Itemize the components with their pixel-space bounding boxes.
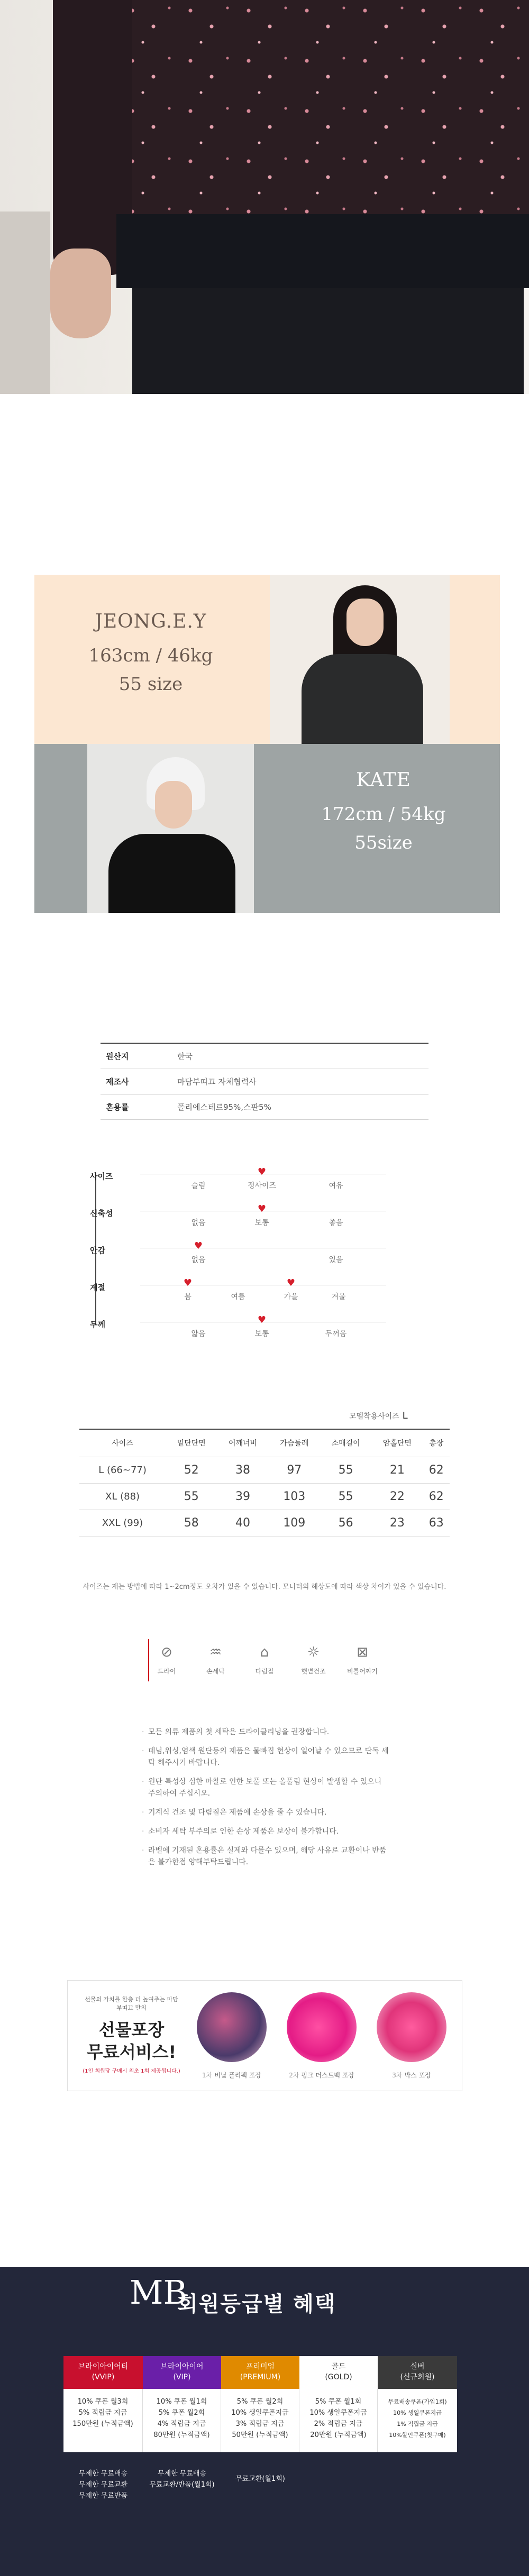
tier-benefits [63,2389,143,2452]
rating-label: 사이즈 [90,1172,113,1181]
care-label: 다림질 [255,1668,274,1675]
size-cell: XXL (99) [79,1510,166,1536]
size-cell: 109 [269,1510,320,1536]
rating-row-season [90,1277,386,1318]
model-name: JEONG.E.Y [95,611,207,632]
size-cell: 39 [217,1483,268,1510]
rating-option: 보통 [254,1330,269,1338]
tier-benefits [143,2389,221,2452]
tier-vvip [63,2356,143,2389]
model-name: KATE [356,769,411,791]
size-header: 사이즈 [79,1429,166,1457]
tier-extra [63,2468,143,2501]
rating-label: 두께 [90,1320,105,1329]
rating-option: 가을 [284,1293,298,1301]
tier-grade: (신규회원) [400,2373,435,2381]
rating-row-stretch [90,1203,386,1244]
sun-dry-icon: ☼ [307,1644,320,1660]
gift-option-label [369,2071,454,2080]
list-item: · 원단 특성상 심한 마찰로 인한 보풀 또는 올풀림 현상이 발생할 수 있으니 주의하여 주십시오. [142,1776,390,1799]
gift-option-num: 3차 [392,2072,403,2079]
membership-section [0,2267,529,2576]
list-item: · 데님,워싱,염색 원단등의 제품은 물빠짐 현상이 일어날 수 있으므로 단독 세탁 해주시기 바랍니다. [142,1745,390,1769]
size-cell: 40 [217,1510,268,1536]
rating-option: 없음 [191,1256,206,1264]
size-table [79,1429,450,1537]
benefit-line: 10% 생일쿠폰지급 [393,2409,442,2416]
table-row [79,1457,450,1483]
info-value: 한국 [177,1052,193,1061]
table-row [79,1510,450,1536]
benefit-line: 5% 쿠폰 월2회 [236,2398,284,2406]
benefit-line: 5% 쿠폰 월1회 [315,2398,362,2406]
benefit-line: 2% 적립금 지급 [314,2420,363,2428]
gift-option [189,1992,274,2080]
model-info [34,611,267,695]
tier-benefits [378,2389,457,2452]
gift-small-text: 선물의 가치를 한층 더 높여주는 마담부띠끄 만의 [85,1996,178,2011]
model-size: 55 size [118,674,183,695]
floral-blouse [63,0,529,222]
extra-line: 무제한 무료반품 [78,2492,128,2500]
tier-name: 브라이아이어티 [78,2362,129,2371]
care-icons [148,1644,381,1676]
benefit-line: 무료배송쿠폰(가입1회) [388,2398,447,2405]
list-item: · 모든 의류 제품의 첫 세탁은 드라이클리닝을 권장합니다. [142,1726,390,1738]
size-header: 가슴둘레 [269,1429,320,1457]
tier-grade: (VIP) [173,2373,191,2381]
size-cell: 63 [423,1510,450,1536]
gift-option [369,1992,454,2080]
gift-option-image [197,1992,267,2062]
rating-label: 계절 [90,1283,105,1292]
benefit-line: 50만원 (누적금액) [232,2431,288,2439]
care-notes [142,1726,390,1875]
extra-line: 무료교환(월1회) [235,2475,285,2483]
tier-grade: (VVIP) [92,2373,115,2381]
size-cell: 55 [320,1483,371,1510]
benefit-line: 10% 쿠폰 월1회 [156,2398,207,2406]
rating-label: 신축성 [90,1209,113,1218]
rating-option: 여름 [231,1293,245,1301]
list-item: · 소비자 세탁 부주의로 인한 손상 제품은 보상이 불가합니다. [142,1826,390,1837]
size-header: 소매길이 [320,1429,371,1457]
benefit-line: 5% 쿠폰 월2회 [158,2409,205,2417]
rating-option: 정사이즈 [247,1182,277,1190]
tier-extra [221,2473,299,2485]
heart-icon: ♥ [286,1277,296,1289]
care-item [295,1644,332,1676]
gift-option [279,1992,364,2080]
size-cell: 23 [371,1510,423,1536]
info-row [101,1094,428,1120]
rating-option: 슬림 [191,1182,206,1190]
care-label: 비틀어짜기 [347,1668,378,1675]
size-table-header [79,1429,450,1457]
size-caption [349,1410,408,1421]
size-caption-value: L [402,1410,408,1421]
gift-sub-text: (1인 회원당 구매시 최초 1회 제공됩니다.) [83,2068,180,2074]
size-cell: 62 [423,1457,450,1483]
product-hero-photo [0,0,529,394]
care-label: 드라이 [157,1668,176,1675]
rating-option: 있음 [329,1256,343,1264]
care-item [148,1644,185,1676]
gift-option-text: 박스 포장 [404,2072,431,2079]
list-item: · 라벨에 기재된 혼용률은 실제와 다를수 있으며, 해당 사유로 교환이나 반품은 불가한점 양해부탁드립니다. [142,1845,390,1868]
info-label: 혼용률 [106,1102,129,1112]
size-note: 사이즈는 재는 방법에 따라 1~2cm정도 오차가 있을 수 있습니다. 모니터의 해상도에 따라 색상 차이가 있을 수 있습니다. [83,1583,446,1591]
no-wring-icon: ⊠ [357,1644,368,1660]
care-item [197,1644,234,1676]
gift-option-label [279,2071,364,2080]
brand-logo: MB [130,2273,188,2312]
size-header: 어깨너비 [217,1429,268,1457]
size-header: 밑단단면 [166,1429,217,1457]
size-cell: 97 [269,1457,320,1483]
benefit-line: 3% 적립금 지급 [235,2420,285,2428]
rating-option: 좋음 [329,1219,343,1227]
tier-benefits [221,2389,299,2452]
benefit-line: 10% 생일쿠폰지급 [309,2409,367,2417]
benefit-line: 10% 생일쿠폰지급 [231,2409,289,2417]
model-stats: 172cm / 54kg [321,804,446,825]
tier-name: 골드 [331,2362,346,2371]
heart-icon: ♥ [183,1277,193,1289]
gift-option-image [377,1992,446,2062]
gift-option-num: 2차 [289,2072,299,2079]
tier-gold [299,2356,378,2389]
size-cell: 52 [166,1457,217,1483]
gift-option-image [287,1992,357,2062]
gift-option-text: 핑크 더스트백 포장 [301,2072,354,2079]
extra-line: 무제한 무료배송 [157,2470,207,2478]
rating-row-lining [90,1240,386,1281]
rating-option: 두꺼움 [325,1330,347,1338]
rating-option: 얇음 [191,1330,206,1338]
info-row [101,1069,428,1094]
gift-option-label [189,2071,274,2080]
size-cell: XL (88) [79,1483,166,1510]
model-photo [87,744,254,913]
size-cell: L (66~77) [79,1457,166,1483]
size-cell: 62 [423,1483,450,1510]
heart-icon: ♥ [257,1203,267,1215]
info-value: 마담부띠끄 자체협력사 [177,1077,257,1087]
model-stats: 163cm / 46kg [88,645,213,666]
care-item [246,1644,283,1676]
list-item: · 기계식 건조 및 다림질은 제품에 손상을 줄 수 있습니다. [142,1807,390,1818]
rating-row-thickness [90,1314,386,1355]
gift-wrap-banner [67,1980,462,2091]
model-photo [270,575,450,744]
info-row [101,1044,428,1069]
model-size: 55size [354,832,413,853]
model-info [267,769,500,853]
size-cell: 56 [320,1510,371,1536]
tier-extra [143,2468,221,2490]
gift-option-num: 1차 [202,2072,213,2079]
heart-icon: ♥ [257,1314,267,1326]
benefit-line: 150만원 (누적금액) [72,2420,133,2428]
rating-option: 보통 [254,1219,269,1227]
rating-option: 봄 [184,1293,191,1301]
rating-option: 없음 [191,1219,206,1227]
tier-name: 브라이아이어 [160,2362,204,2371]
benefit-line: 5% 적립금 지급 [78,2409,127,2417]
care-label: 손세탁 [206,1668,225,1675]
gift-title-line: 선물포장 [98,2020,165,2040]
gift-title [83,2019,180,2063]
chair-background [0,211,50,394]
benefit-line: 10%할인쿠폰(첫구매) [389,2432,446,2439]
benefit-line: 20만원 (누적금액) [310,2431,367,2439]
dry-clean-icon: ⊘ [161,1644,172,1660]
rating-option: 겨울 [331,1293,346,1301]
rating-label: 안감 [90,1246,105,1255]
care-label: 햇볕건조 [301,1668,326,1675]
benefit-line: 80만원 (누적금액) [153,2431,210,2439]
tier-grade: (GOLD) [325,2373,352,2381]
benefit-line: 10% 쿠폰 월3회 [77,2398,129,2406]
model-panel-1 [34,575,500,744]
info-value: 폴리에스테르95%,스판5% [177,1102,271,1112]
tier-name: 프리미엄 [245,2362,275,2371]
hand-wash-icon: ♒ [209,1644,222,1660]
size-caption-label: 모델착용사이즈 [349,1412,399,1421]
tier-silver [378,2356,457,2389]
extra-line: 무료교환/반품(월1회) [149,2481,215,2489]
gift-option-text: 비닐 플리팩 포장 [214,2072,261,2079]
tier-name: 실버 [410,2362,425,2371]
tier-premium [221,2356,299,2389]
rating-option: 여유 [329,1182,343,1190]
size-cell: 55 [166,1483,217,1510]
extra-line: 무제한 무료배송 [78,2470,128,2478]
tier-benefits [299,2389,378,2452]
extra-line: 무제한 무료교환 [78,2481,128,2489]
model-hand [50,249,111,338]
tier-grade: (PREMIUM) [240,2373,281,2381]
rating-row-size [90,1166,386,1207]
blouse-hem [116,214,529,288]
black-pants [132,288,524,394]
size-cell: 103 [269,1483,320,1510]
rating-chart [90,1166,386,1355]
product-info-table [101,1043,428,1120]
table-row [79,1483,450,1510]
info-label: 원산지 [106,1052,129,1061]
size-cell: 38 [217,1457,268,1483]
info-label: 제조사 [106,1077,129,1087]
benefit-line: 4% 적립금 지급 [157,2420,206,2428]
heart-icon: ♥ [194,1240,203,1252]
benefit-line: 1% 적립금 지급 [397,2421,438,2427]
size-cell: 22 [371,1483,423,1510]
size-cell: 58 [166,1510,217,1536]
care-item [344,1644,381,1676]
size-header: 총장 [423,1429,450,1457]
size-cell: 55 [320,1457,371,1483]
size-cell: 21 [371,1457,423,1483]
iron-icon: ⌂ [260,1644,269,1660]
tier-vip [143,2356,221,2389]
size-header: 암홀단면 [371,1429,423,1457]
heart-icon: ♥ [257,1166,267,1177]
membership-title: 회원등급별 혜택 [177,2292,336,2316]
gift-title-line: 무료서비스! [86,2042,177,2062]
model-panel-2 [34,744,500,913]
